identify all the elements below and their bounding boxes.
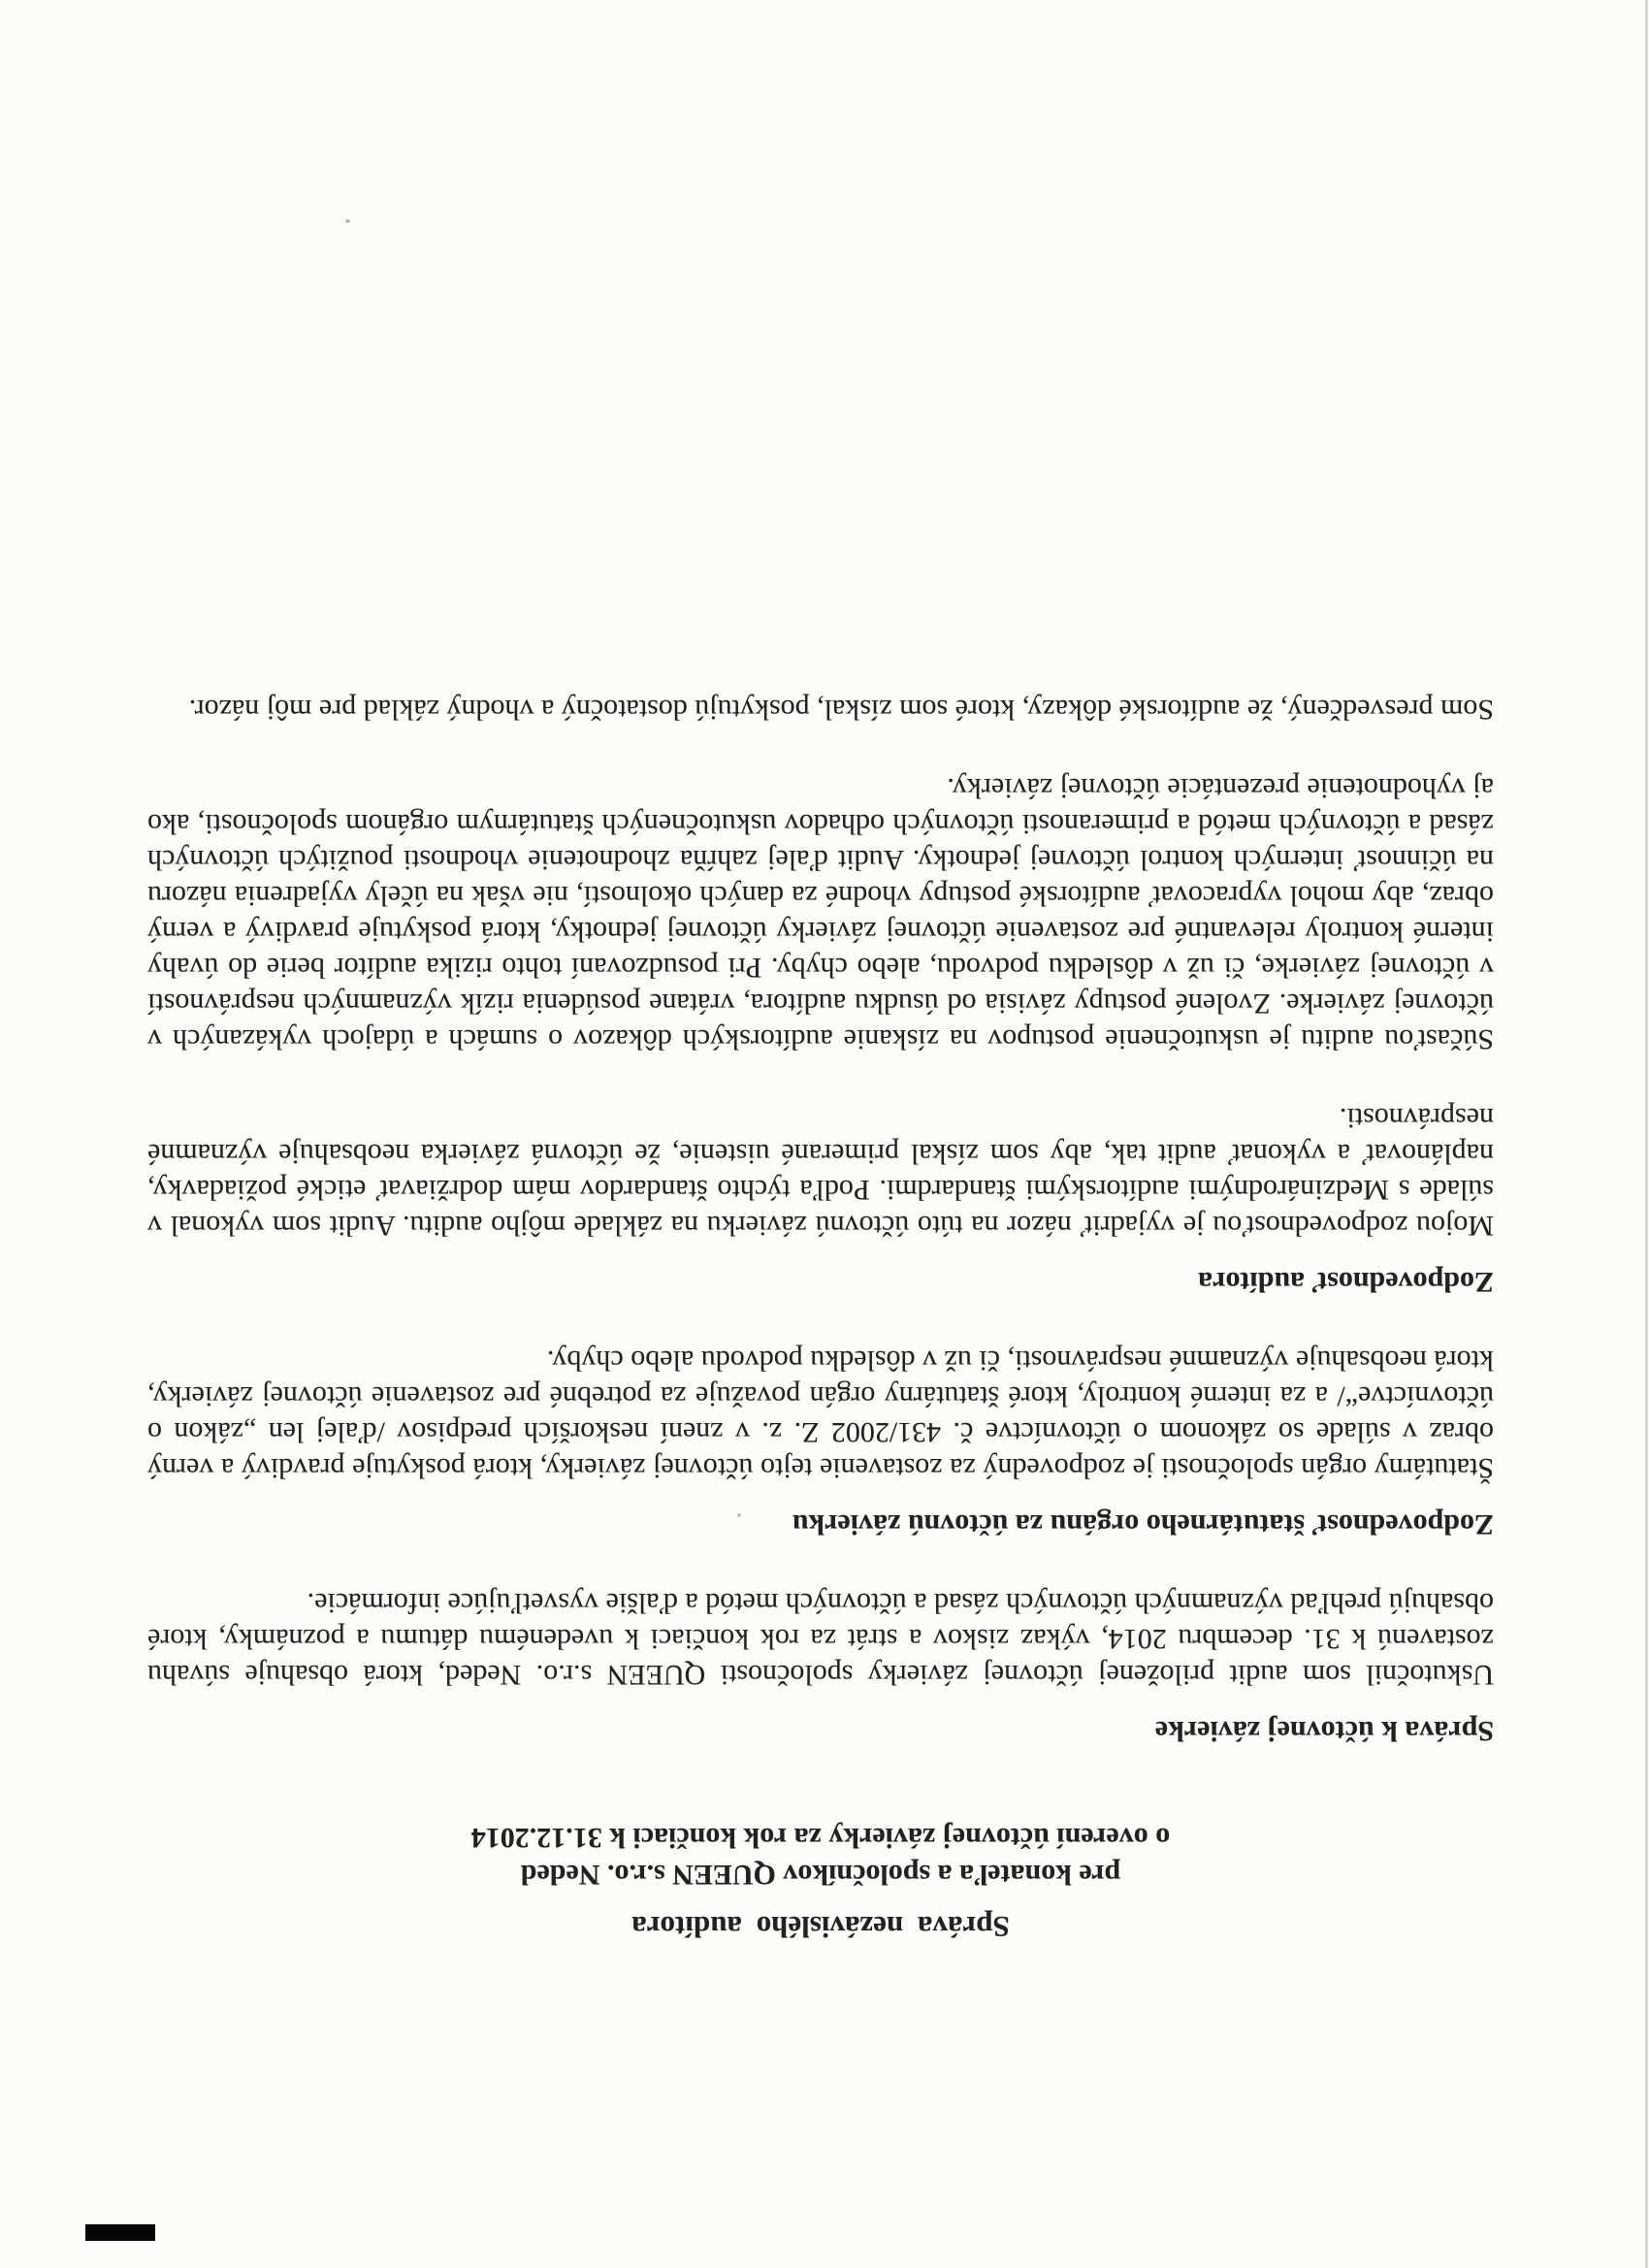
- paragraph-auditor-responsibility-1: Mojou zodpovednosťou je vyjadriť názor na túto účtovnú závierku na základe môjho auditu. Audit som vykonal v súlade s Medzinárodnými audítorskými štandardmi. Podľa týchto štandardov mám dodržiavať etické požiadavky, naplánovať a vykonať audit tak, aby som získal primerané uistenie, že účtovná závierka neobsahuje významné nesprávnosti.: [147, 1102, 1494, 1242]
- document-title: Správa nezávislého audítora: [631, 1910, 1010, 1944]
- paragraph-auditor-responsibility-3: Som presvedčený, že audítorské dôkazy, ktoré som získal, poskytujú dostatočný a vhodný základ pre môj názor.: [188, 694, 1494, 726]
- scan-speck: [737, 1513, 741, 1517]
- section-heading-auditor-responsibility: Zodpovednosť audítora: [1198, 1266, 1494, 1298]
- paragraph-management-responsibility: Štatutárny orgán spoločnosti je zodpovedný za zostavenie tejto účtovnej závierky, ktorá poskytuje pravdivý a verný obraz v súlade so zákonom o účtovníctve č. 431/2002 Z. z. v znení neskorších predpisov /ďalej len „zákon o účtovníctve“/ a za interné kontroly, ktoré štatutárny orgán považuje za potrebné pre zostavenie účtovnej závierky, ktorá neobsahuje významné nesprávnosti, či už v dôsledku podvodu alebo chyby.: [147, 1345, 1494, 1484]
- section-heading-report: Správa k účtovnej závierke: [1154, 1715, 1494, 1747]
- paragraph-intro: Uskutočnil som audit priloženej účtovnej závierky spoločnosti QUEEN s.r.o. Neded, ktorá obsahuje súvahu zostavenú k 31. decembru 2014, výkaz ziskov a strát za rok končiaci k uvedenému dátumu a poznámky, ktoré obsahujú prehľad významných účtovných zásad a účtovných metód a ďalšie vysvetľujúce informácie.: [147, 1587, 1494, 1691]
- document-subtitle-line2: o overení účtovnej závierky za rok končiaci k 31.12.2014: [470, 1822, 1171, 1854]
- section-heading-management-responsibility: Zodpovednosť štatutárneho orgánu za účtovnú závierku: [792, 1508, 1494, 1540]
- scan-speck: [345, 219, 350, 223]
- scan-corner-mark: [85, 2224, 155, 2241]
- paragraph-auditor-responsibility-2: Súčasťou auditu je uskutočnenie postupov na získanie audítorských dôkazov o sumách a údajoch vykázaných v účtovnej závierke. Zvolené postupy závisia od úsudku audítora, vrátane posúdenia rizík významných nesprávností v účtovnej závierke, či už v dôsledku podvodu, alebo chyby. Pri posudzovaní tohto rizika audítor berie do úvahy interné kontroly relevantné pre zostavenie účtovnej závierky účtovnej jednotky, ktorá poskytuje pravdivý a verný obraz, aby mohol vypracovať audítorské postupy vhodné za daných okolností, nie však na účely vyjadrenia názoru na účinnosť interných kontrol účtovnej jednotky. Audit ďalej zahŕňa zhodnotenie vhodnosti použitých účtovných zásad a účtovných metód a primeranosti účtovných odhadov uskutočnených štatutárnym orgánom spoločnosti, ako aj vyhodnotenie prezentácie účtovnej závierky.: [147, 772, 1494, 1055]
- scan-edge-line: [1645, 0, 1648, 2268]
- document-subtitle-line1: pre konateľa a spoločníkov QUEEN s.r.o. Neded: [520, 1859, 1121, 1891]
